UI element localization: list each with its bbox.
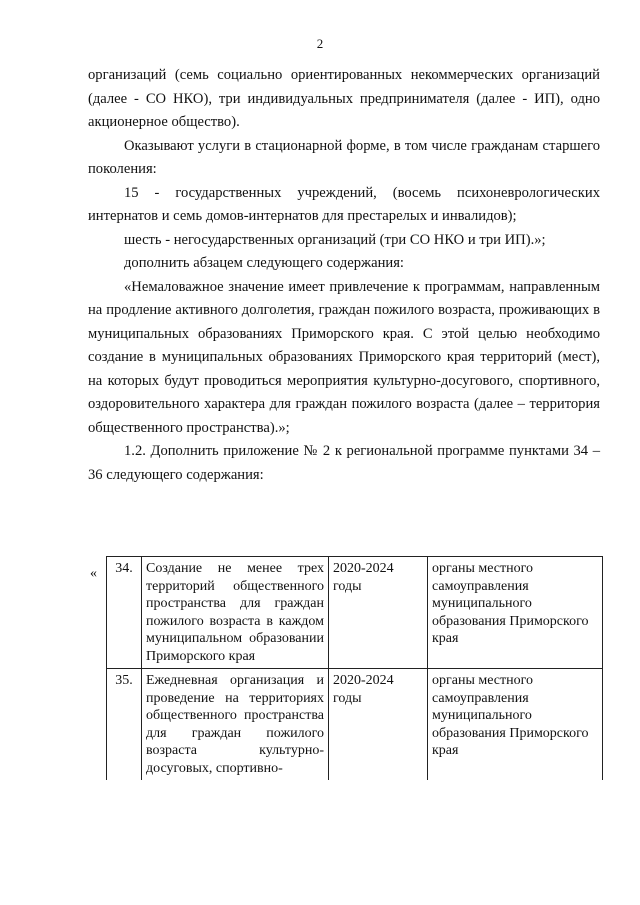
table-row	[107, 557, 603, 669]
table-row	[107, 669, 603, 781]
item-description: Создание не менее трех территорий общественного пространства для граждан пожилого возраста в каждом муниципальном образовании Приморского края	[142, 557, 329, 669]
paragraph-state-institutions: 15 - государственных учреждений, (восемь психоневрологических интернатов и семь домов-интернатов для престарелых и инвалидов);	[88, 184, 600, 224]
page-number: 2	[316, 36, 324, 51]
item-responsible: органы местного самоуправления муниципального образования Приморского края	[428, 557, 603, 669]
item-description: Ежедневная организация и проведение на территориях общественного пространства для граждан пожилого возраста культурно-досуговых, спортивно-	[142, 669, 329, 781]
item-period: 2020-2024 годы	[329, 669, 428, 781]
item-period: 2020-2024 годы	[329, 557, 428, 669]
item-number: 34.	[107, 557, 142, 669]
paragraph-continuation: организаций (семь социально ориентированных некоммерческих организаций (далее - СО НКО), три индивидуальных предпринимателя (далее - ИП), одно акционерное общество).	[88, 67, 600, 130]
paragraph-quoted-addition: «Немаловажное значение имеет привлечение к программам, направленным на продление активного долголетия, граждан пожилого возраста, проживающих в муниципальных образованиях Приморского края. С этой целью необходимо создание в муниципальных образованиях Приморского края территорий (мест), на которых будут проводиться мероприятия культурно-досугового, спортивного, оздоровительного характера для граждан пожилого возраста (далее – территория общественного пространства).»;	[88, 278, 600, 436]
program-items-table	[106, 556, 603, 780]
paragraph-add-instruction: дополнить абзацем следующего содержания:	[124, 255, 404, 271]
item-responsible: органы местного самоуправления муниципального образования Приморского края	[428, 669, 603, 781]
paragraph-services: Оказывают услуги в стационарной форме, в том числе гражданам старшего поколения:	[88, 137, 600, 177]
paragraph-nongovernmental: шесть - негосударственных организаций (три СО НКО и три ИП).»;	[124, 231, 546, 248]
body-text	[88, 64, 600, 487]
item-number: 35.	[107, 669, 142, 781]
paragraph-appendix-addition: 1.2. Дополнить приложение № 2 к региональной программе пунктами 34 – 36 следующего содержания:	[88, 443, 600, 483]
table-open-quote: «	[90, 566, 97, 581]
